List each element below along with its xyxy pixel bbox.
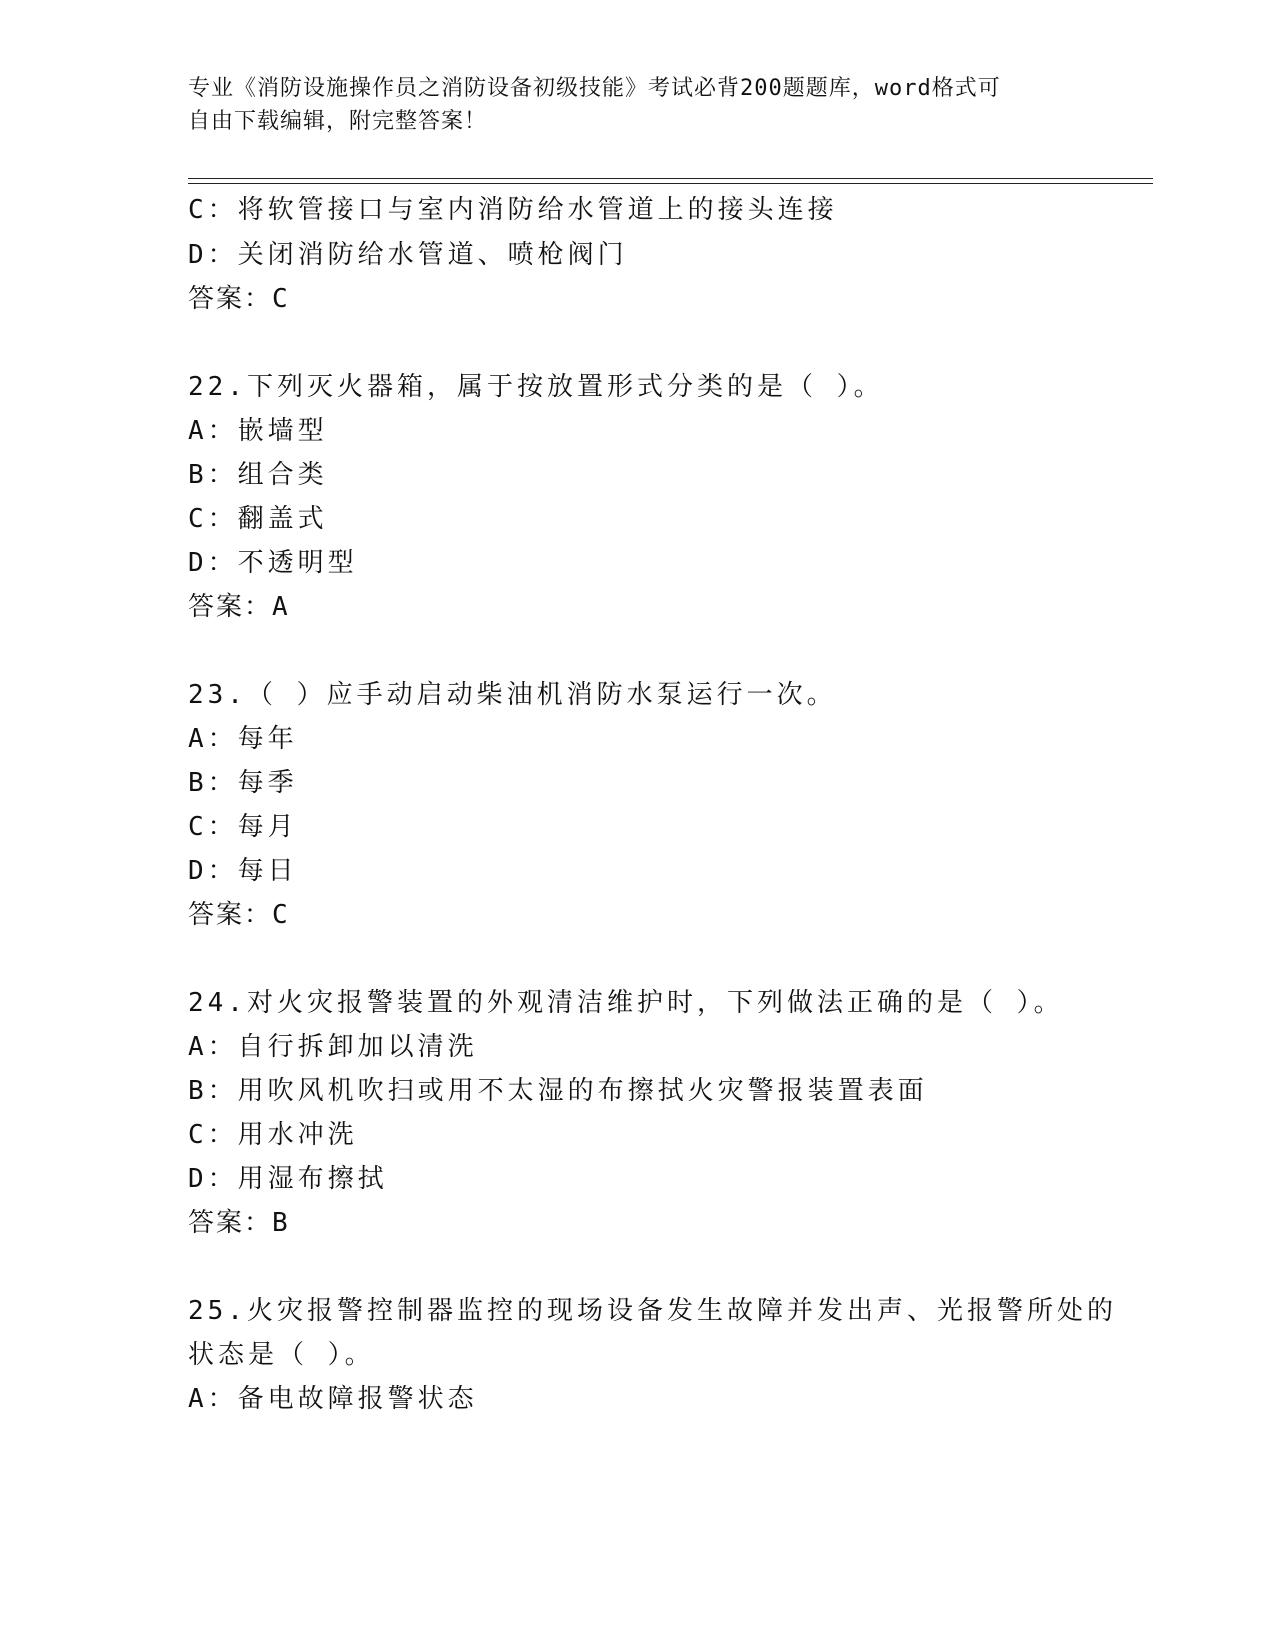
header-line-2: 自由下载编辑，附完整答案！ [188,109,488,134]
option-c-q21: C：将软管接口与室内消防给水管道上的接头连接 [188,195,838,225]
answer-q24: 答案：B [188,1208,290,1238]
option-d-q23: D：每日 [188,856,298,886]
answer-q23: 答案：C [188,900,290,930]
header-rule-bottom [188,183,1153,184]
option-d-q24: D：用湿布擦拭 [188,1164,388,1194]
option-d-q21: D：关闭消防给水管道、喷枪阀门 [188,240,628,270]
question-23: 23.（ ）应手动启动柴油机消防水泵运行一次。 [188,680,837,710]
answer-q22: 答案：A [188,592,290,622]
document-header [188,72,1088,138]
option-d-q22: D：不透明型 [188,548,358,578]
header-line-1: 专业《消防设施操作员之消防设备初级技能》考试必背200题题库，word格式可 [188,76,1001,101]
option-a-q24: A：自行拆卸加以清洗 [188,1032,478,1062]
question-25-line-2: 状态是（ ）。 [188,1340,375,1370]
option-b-q23: B：每季 [188,768,298,798]
answer-q21: 答案：C [188,284,290,314]
option-a-q25: A：备电故障报警状态 [188,1384,478,1414]
question-25-line-1: 25.火灾报警控制器监控的现场设备发生故障并发出声、光报警所处的 [188,1296,1117,1326]
option-a-q22: A：嵌墙型 [188,416,328,446]
option-c-q22: C：翻盖式 [188,504,328,534]
option-c-q23: C：每月 [188,812,298,842]
option-b-q24: B：用吹风机吹扫或用不太湿的布擦拭火灾警报装置表面 [188,1076,928,1106]
question-22: 22.下列灭火器箱，属于按放置形式分类的是（ ）。 [188,372,884,402]
header-rule-top [188,178,1153,179]
option-b-q22: B：组合类 [188,460,328,490]
question-24: 24.对火灾报警装置的外观清洁维护时，下列做法正确的是（ ）。 [188,988,1064,1018]
option-a-q23: A：每年 [188,724,298,754]
option-c-q24: C：用水冲洗 [188,1120,358,1150]
